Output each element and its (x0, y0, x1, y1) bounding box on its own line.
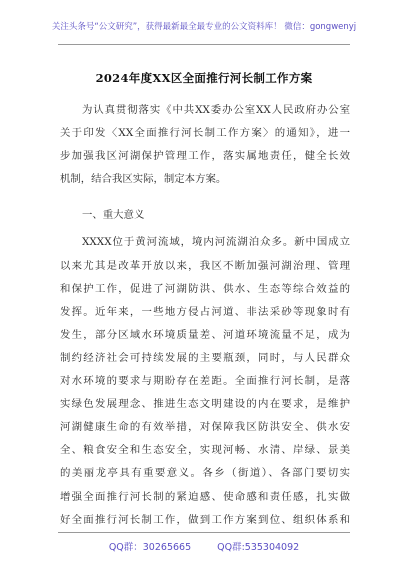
footer-divider (58, 532, 350, 533)
page-footer (0, 539, 408, 553)
header-divider (58, 44, 350, 45)
paragraph-line: 制约经济社会可持续发展的主要瓶颈，同时，与人民群众 (60, 351, 350, 364)
paragraph-line: 好全面推行河长制工作，做到工作方案到位、组织体系和 (60, 513, 350, 526)
paragraph-line: 关于印发〈XX全面推行河长制工作方案〉的通知》，进一 (60, 127, 350, 140)
section-heading: 一、重大意义 (82, 209, 145, 222)
paragraph-line: 步加强我区河湖保护管理工作，落实属地责任，健全长效 (60, 150, 350, 163)
paragraph-line: 对水环境的要求与期盼存在差距。全面推行河长制，是落 (60, 375, 350, 388)
document-title: 2024年度XX区全面推行河长制工作方案 (95, 71, 313, 85)
paragraph-line: 的美丽龙亭具有重要意义。各乡（街道）、各部门要切实 (60, 467, 350, 480)
document-body (60, 99, 350, 532)
paragraph-line: 以来尤其是改革开放以来，我区不断加强河湖治理、管理 (60, 259, 350, 272)
paragraph-line: 和保护工作，促进了河湖防洪、供水、生态等综合效益的 (60, 282, 350, 295)
paragraph-line: 发挥。近年来，一些地方侵占河道、非法采砂等现象时有 (60, 305, 350, 318)
paragraph-line: XXXX位于黄河流域，境内河流湖泊众多。新中国成立 (82, 236, 350, 249)
paragraph-line: 增强全面推行河长制的紧迫感、使命感和责任感，扎实做 (60, 490, 350, 503)
paragraph-line: 全、粮食安全和生态安全，实现河畅、水清、岸绿、景美 (60, 444, 350, 457)
footer-qq-group-1: QQ群：30265665 (108, 542, 192, 553)
page-header: 关注头条号“公文研究”，获得最新最全最专业的公文资料库！ 微信：gongwenyj (51, 22, 357, 32)
paragraph-line: 发生，部分区域水环境质量差、河道环境流量不足，成为 (60, 328, 350, 341)
footer-qq-group-2: QQ群:535304092 (217, 542, 300, 553)
paragraph-line: 为认真贯彻落实《中共XX委办公室XX人民政府办公室 (82, 104, 350, 116)
paragraph-line: 河湖健康生命的有效举措，对保障我区防洪安全、供水安 (60, 421, 350, 434)
paragraph-line: 机制，结合我区实际，制定本方案。 (60, 173, 227, 186)
paragraph-line: 实绿色发展理念、推进生态文明建设的内在要求，是维护 (60, 398, 350, 411)
